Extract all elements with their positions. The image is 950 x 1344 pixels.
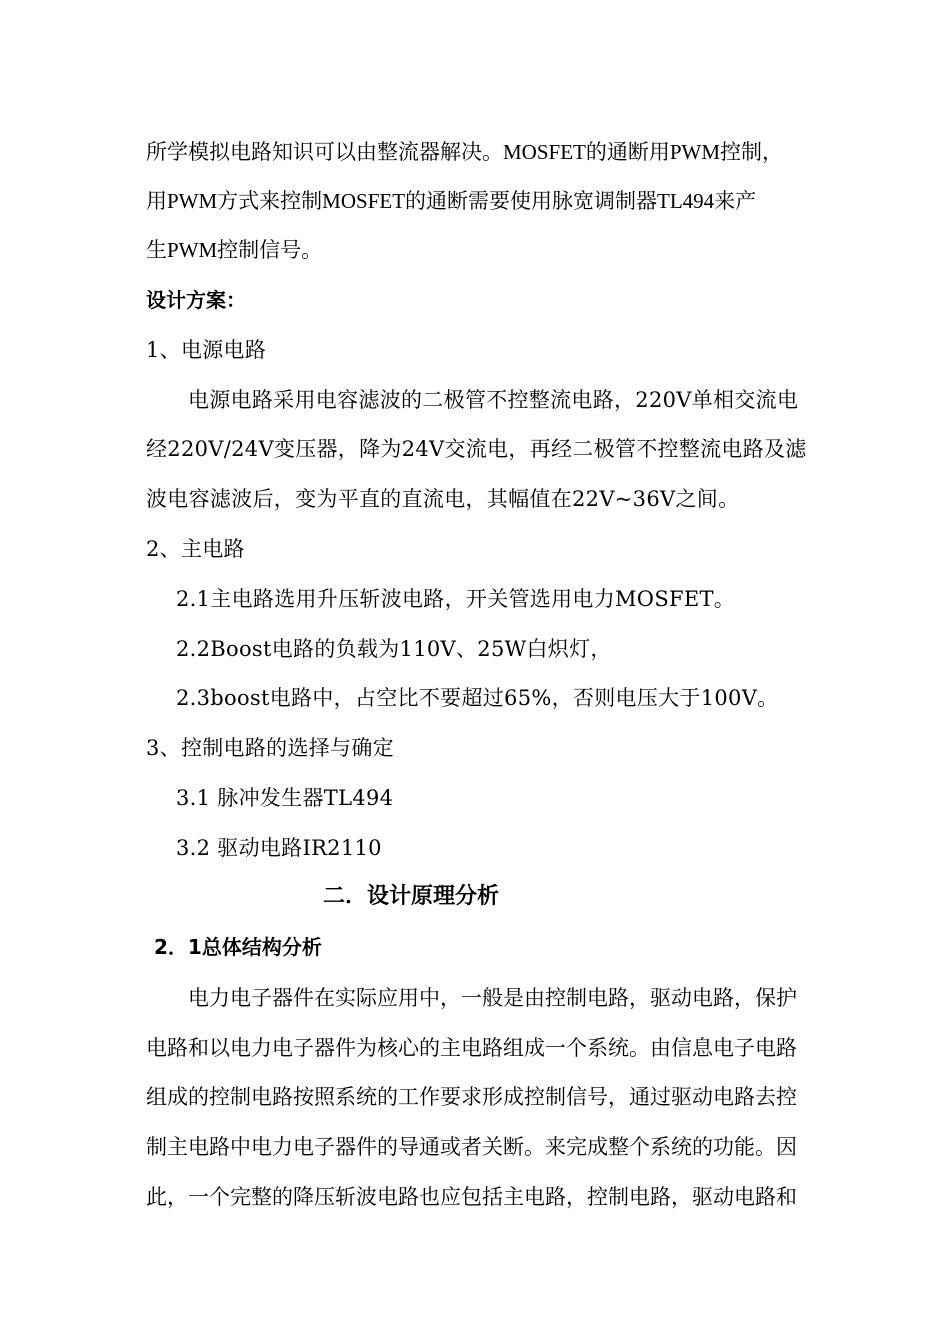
intro-line-3: 生PWM控制信号。 [146, 238, 323, 262]
intro-line-1: 所学模拟电路知识可以由整流器解决。MOSFET的通断用PWM控制， [146, 140, 784, 164]
section-1-title: 1、电源电路 [146, 338, 267, 362]
section-2-item-1: 2.1主电路选用升压斩波电路，开关管选用电力MOSFET。 [176, 587, 736, 611]
body-line-4: 制主电路中电力电子器件的导通或者关断。来完成整个系统的功能。因 [146, 1135, 797, 1159]
intro-line-2: 用PWM方式来控制MOSFET的通断需要使用脉宽调制器TL494来产 [146, 189, 757, 213]
section-3-item-1: 3.1 脉冲发生器TL494 [176, 786, 394, 810]
section-1-line-3: 波电容滤波后，变为平直的直流电，其幅值在22V~36V之间。 [146, 487, 740, 511]
body-line-2: 电路和以电力电子器件为核心的主电路组成一个系统。由信息电子电路 [146, 1036, 797, 1060]
section-2-item-2: 2.2Boost电路的负载为110V、25W白炽灯， [176, 637, 612, 661]
body-line-5: 此，一个完整的降压斩波电路也应包括主电路，控制电路，驱动电路和 [146, 1185, 797, 1209]
section-3-title: 3、控制电路的选择与确定 [146, 736, 394, 760]
section-3-item-2: 3.2 驱动电路IR2110 [176, 836, 382, 860]
subsection-title: 2．1总体结构分析 [154, 935, 322, 959]
section-2-item-3: 2.3boost电路中，占空比不要超过65%，否则电压大于100V。 [176, 686, 779, 710]
body-line-3: 组成的控制电路按照系统的工作要求形成控制信号，通过驱动电路去控 [146, 1085, 797, 1109]
section-1-line-1: 电源电路采用电容滤波的二极管不控整流电路，220V单相交流电 [188, 388, 799, 412]
section-1-line-2: 经220V/24V变压器，降为24V交流电，再经二极管不控整流电路及滤 [146, 437, 807, 461]
design-heading: 设计方案： [146, 288, 246, 312]
chapter-title: 二．设计原理分析 [323, 884, 500, 909]
body-line-1: 电力电子器件在实际应用中，一般是由控制电路，驱动电路，保护 [188, 986, 797, 1010]
section-2-title: 2、主电路 [146, 537, 245, 561]
